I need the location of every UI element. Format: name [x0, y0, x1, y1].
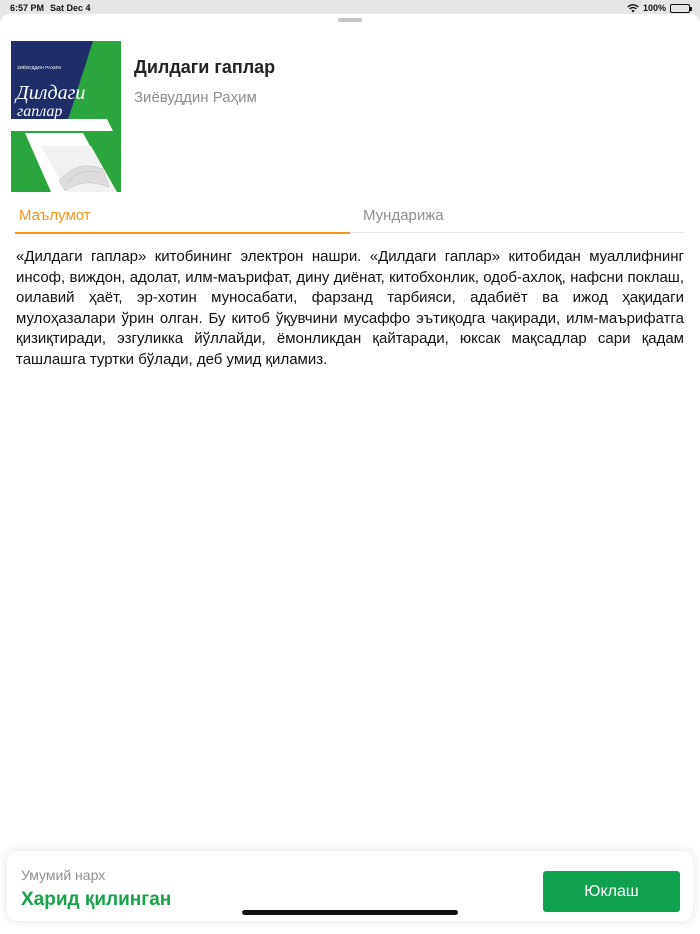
battery-icon	[670, 4, 690, 13]
wifi-icon	[627, 4, 639, 13]
sheet-grabber-handle[interactable]	[338, 18, 362, 22]
cover-author-line: ЗИЁВУДДИН РАҲИМ	[17, 65, 61, 70]
active-tab-indicator	[15, 232, 350, 234]
book-author: Зиёвуддин Раҳим	[134, 89, 257, 106]
cover-title-line2: гаплар	[17, 103, 63, 120]
book-cover-image	[11, 41, 121, 192]
tab-contents-label: Мундарижа	[363, 207, 444, 224]
book-title: Дилдаги гаплар	[134, 57, 276, 77]
tab-info-label: Маълумот	[19, 207, 91, 224]
status-right	[627, 3, 690, 13]
tab-bar	[15, 202, 685, 233]
total-price-label: Умумий нарх	[21, 867, 106, 883]
home-indicator	[242, 910, 458, 915]
status-date: Sat Dec 4	[50, 3, 91, 13]
battery-percent: 100%	[642, 3, 666, 13]
book-detail-sheet	[0, 14, 700, 934]
status-time: 6:57 PM	[10, 3, 45, 13]
purchase-status: Харид қилинган	[21, 889, 172, 910]
download-button[interactable]: Юклаш	[543, 871, 680, 912]
cover-title-line1: Дилдаги	[16, 82, 86, 104]
tab-info[interactable]	[15, 202, 350, 233]
tab-contents[interactable]	[363, 202, 685, 233]
book-description: «Дилдаги гаплар» китобининг электрон нашри. «Дилдаги гаплар» китобидан муаллифнинг инсоф, виждон, адолат, илм-маърифат, дину диёнат, китобхонлик, одоб-ахлоқ, нафсни поклаш, оилавий ҳаёт, эр-хотин муносабати, фарзанд тарбияси, адабиёт ва ижод ҳақидаги мулоҳазалари ўрин олган. Бу китоб ўқувчини мусаффо эътиқодга чақиради, илм-маърифатга қизиқтиради, эзгуликка йўллайди, ёмонликдан қайтаради, юксак мақсадлар сари қадам ташлашга туртки бўлади, деб умид қиламиз.	[16, 248, 684, 368]
